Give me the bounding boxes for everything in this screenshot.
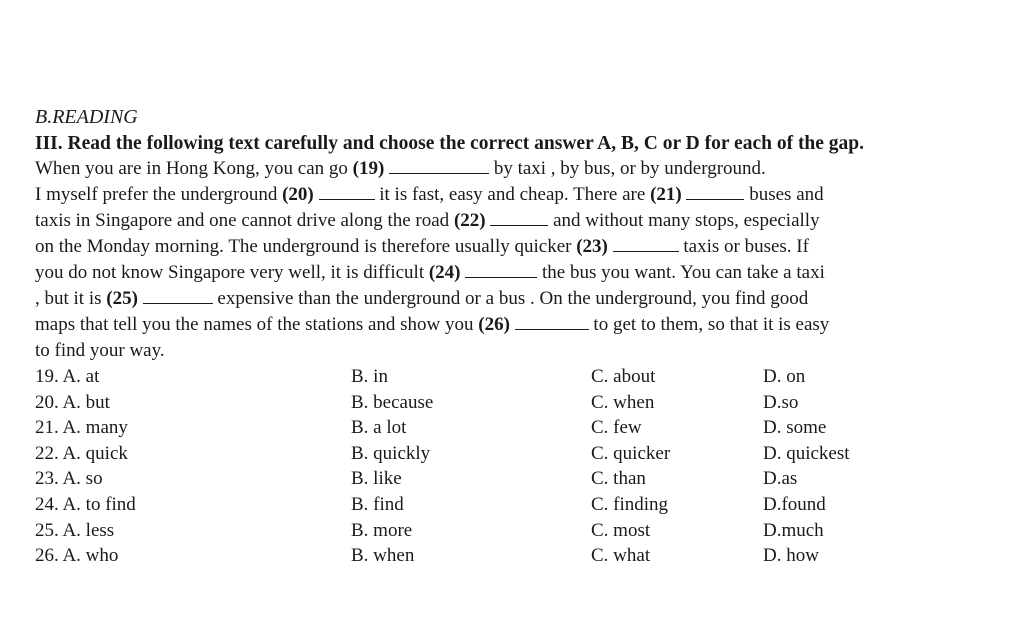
- option-b: B. in: [351, 366, 388, 387]
- gap-blank-24: [465, 261, 537, 278]
- passage-text: to get to them, so that it is easy: [588, 314, 830, 335]
- option-d: D. quickest: [763, 442, 850, 464]
- option-d: D. on: [763, 366, 806, 387]
- passage-text: expensive than the underground or a bus . On the underground, you find good: [212, 288, 809, 309]
- option-b: B. like: [351, 468, 402, 490]
- passage-line-6: [35, 286, 995, 312]
- gap-number-24: (24): [428, 262, 461, 283]
- option-a: 21. A. many: [35, 417, 128, 439]
- gap-number-20: (20): [282, 184, 314, 205]
- option-c: C. most: [591, 519, 651, 541]
- passage-line-4: [35, 234, 995, 260]
- passage-text: the bus you want. You can take a taxi: [537, 262, 825, 283]
- option-d: D.so: [763, 391, 799, 413]
- option-b: B. find: [351, 493, 404, 515]
- option-d: D. some: [763, 417, 827, 439]
- passage-text: on the Monday morning. The underground is therefore usually quicker: [35, 236, 577, 257]
- passage-text: by taxi , by bus, or by underground.: [489, 158, 766, 179]
- exercise-instruction: III. Read the following text carefully and choose the correct answer A, B, C or D for each of the gap.: [35, 133, 865, 154]
- gap-number-23: (23): [576, 236, 608, 257]
- option-d: D. how: [763, 545, 819, 567]
- gap-blank-20: [319, 183, 375, 200]
- gap-number-19: (19): [352, 158, 385, 179]
- passage-line-1: [35, 156, 995, 182]
- gap-blank-21: [686, 183, 744, 200]
- option-c: C. about: [591, 366, 656, 387]
- passage-text: maps that tell you the names of the stations and show you: [35, 314, 479, 335]
- option-a: 26. A. who: [35, 545, 119, 567]
- gap-blank-19: [389, 157, 489, 174]
- option-a: 25. A. less: [35, 519, 115, 541]
- passage-line-3: [35, 208, 995, 234]
- question-row-25: [35, 518, 995, 544]
- gap-number-22: (22): [453, 210, 486, 231]
- question-row-19: [35, 364, 995, 390]
- passage-text: and without many stops, especially: [548, 210, 820, 231]
- question-row-24: [35, 492, 995, 518]
- question-row-20: [35, 390, 995, 416]
- answer-options: [35, 364, 995, 569]
- gap-number-25: (25): [106, 288, 138, 309]
- option-a: 20. A. but: [35, 391, 110, 413]
- option-d: D.much: [763, 519, 824, 541]
- option-b: B. quickly: [351, 442, 431, 464]
- option-b: B. when: [351, 545, 415, 567]
- passage-text: When you are in Hong Kong, you can go: [35, 158, 353, 179]
- option-c: C. what: [591, 545, 651, 567]
- passage-text: taxis in Singapore and one cannot drive along the road: [35, 210, 454, 231]
- passage-line-7: [35, 312, 995, 338]
- option-c: C. than: [591, 468, 646, 490]
- passage-line-5: [35, 260, 995, 286]
- question-row-21: [35, 415, 995, 441]
- reading-passage: [35, 156, 995, 364]
- passage-text: I myself prefer the underground: [35, 184, 283, 205]
- gap-blank-22: [490, 209, 548, 226]
- gap-number-26: (26): [478, 314, 510, 335]
- passage-text: it is fast, easy and cheap. There are: [374, 184, 651, 205]
- option-a: 23. A. so: [35, 468, 103, 490]
- section-title: B.READING: [35, 106, 138, 128]
- option-a: 19. A. at: [35, 366, 100, 387]
- passage-text: buses and: [744, 184, 824, 205]
- option-b: B. more: [351, 519, 413, 541]
- option-c: C. when: [591, 391, 655, 413]
- question-row-22: [35, 441, 995, 467]
- gap-blank-23: [613, 235, 679, 252]
- worksheet-page: [35, 104, 995, 569]
- question-row-23: [35, 466, 995, 492]
- option-d: D.as: [763, 468, 798, 490]
- question-row-26: [35, 543, 995, 569]
- gap-number-21: (21): [650, 184, 682, 205]
- option-c: C. quicker: [591, 442, 671, 464]
- gap-blank-26: [515, 313, 589, 330]
- passage-text: you do not know Singapore very well, it is difficult: [35, 262, 429, 283]
- passage-line-8: to find your way.: [35, 340, 165, 361]
- option-b: B. because: [351, 391, 434, 413]
- passage-text: , but it is: [35, 288, 107, 309]
- gap-blank-25: [143, 287, 213, 304]
- option-c: C. few: [591, 417, 642, 439]
- option-b: B. a lot: [351, 417, 407, 439]
- option-a: 24. A. to find: [35, 493, 136, 515]
- option-a: 22. A. quick: [35, 442, 128, 464]
- option-c: C. finding: [591, 493, 669, 515]
- passage-line-2: [35, 182, 995, 208]
- passage-text: taxis or buses. If: [678, 236, 809, 257]
- option-d: D.found: [763, 493, 826, 515]
